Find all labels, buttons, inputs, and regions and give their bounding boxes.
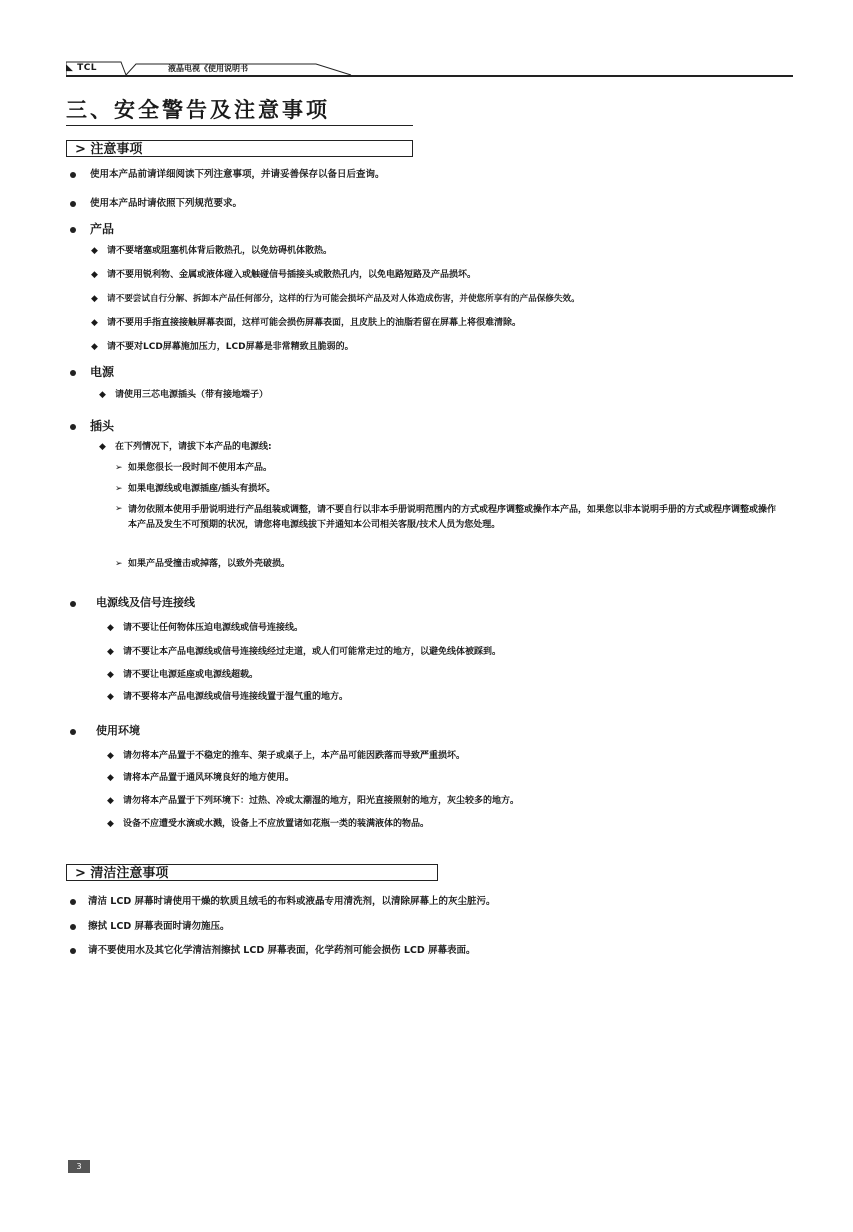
product-label: 产品 — [90, 222, 115, 236]
cable-label: 电源线及信号连接线 — [96, 596, 195, 609]
diamond-icon: ◆ — [107, 623, 114, 633]
diamond-icon: ◆ — [107, 670, 114, 680]
plug-lead: 在下列情况下，请拔下本产品的电源线: — [115, 442, 272, 452]
plug-item-2: 如果电源线或电源插座/插头有损坏。 — [128, 484, 276, 494]
env-item-1: 请勿将本产品置于不稳定的推车、架子或桌子上，本产品可能因跌落而导致严重损坏。 — [123, 751, 466, 761]
diamond-icon: ◆ — [99, 390, 106, 400]
section-heading-notes: > 注意事项 — [66, 140, 413, 157]
arrow-icon: ➢ — [115, 504, 123, 514]
product-item-2: 请不要用锐利物、金属或液体碰入或触碰信号插接头或散热孔内，以免电路短路及产品损坏。 — [107, 270, 477, 280]
diamond-icon: ◆ — [107, 751, 114, 761]
bullet-icon — [70, 601, 76, 607]
arrow-icon: ➢ — [115, 559, 123, 569]
intro-line-1: 使用本产品前请详细阅读下列注意事项，并请妥善保存以备日后查询。 — [90, 169, 385, 180]
page-title: 三、安全警告及注意事项 — [66, 98, 330, 122]
clean-item-2: 擦拭 LCD 屏幕表面时请勿施压。 — [88, 921, 230, 932]
header-subtitle: 液晶电视《使用说明书 — [168, 64, 248, 73]
bullet-icon — [70, 201, 76, 207]
diamond-icon: ◆ — [107, 647, 114, 657]
title-rule — [66, 125, 413, 126]
env-item-3: 请勿将本产品置于下列环境下：过热、冷或太潮湿的地方，阳光直接照射的地方，灰尘较多的地方。 — [123, 796, 520, 806]
power-label: 电源 — [90, 365, 115, 379]
header-rule — [66, 75, 793, 77]
intro-line-2: 使用本产品时请依照下列规范要求。 — [90, 198, 243, 209]
cable-item-1: 请不要让任何物体压迫电源线或信号连接线。 — [123, 623, 304, 633]
env-item-2: 请将本产品置于通风环境良好的地方使用。 — [123, 773, 295, 783]
bullet-icon — [70, 227, 76, 233]
product-item-4: 请不要用手指直接接触屏幕表面，这样可能会损伤屏幕表面，且皮肤上的油脂若留在屏幕上将很难清除。 — [107, 318, 522, 328]
product-item-1: 请不要堵塞或阻塞机体背后散热孔，以免妨碍机体散热。 — [107, 246, 333, 256]
diamond-icon: ◆ — [91, 342, 98, 352]
cable-item-4: 请不要将本产品电源线或信号连接线置于湿气重的地方。 — [123, 692, 349, 702]
power-item-1: 请使用三芯电源插头（带有接地端子） — [115, 390, 269, 400]
bullet-icon — [70, 948, 76, 954]
diamond-icon: ◆ — [107, 773, 114, 783]
logo-text: TCL — [77, 63, 98, 73]
env-label: 使用环境 — [96, 724, 140, 737]
diamond-icon: ◆ — [107, 819, 114, 829]
plug-label: 插头 — [90, 419, 115, 433]
diamond-icon: ◆ — [107, 692, 114, 702]
bullet-icon — [70, 370, 76, 376]
diamond-icon: ◆ — [91, 318, 98, 328]
diamond-icon: ◆ — [91, 270, 98, 280]
bullet-icon — [70, 729, 76, 735]
product-item-3: 请不要尝试自行分解、拆卸本产品任何部分，这样的行为可能会损坏产品及对人体造成伤害，并使您所享有的产品保修失效。 — [107, 294, 580, 304]
clean-item-3: 请不要使用水及其它化学清洁剂擦拭 LCD 屏幕表面，化学药剂可能会损伤 LCD 屏幕表面。 — [88, 945, 476, 956]
plug-item-1: 如果您很长一段时间不使用本产品。 — [128, 463, 273, 473]
diamond-icon: ◆ — [99, 442, 106, 452]
section-heading-cleaning: > 清洁注意事项 — [66, 864, 438, 881]
bullet-icon — [70, 172, 76, 178]
bullet-icon — [70, 424, 76, 430]
arrow-icon: ➢ — [115, 484, 123, 494]
diamond-icon: ◆ — [91, 246, 98, 256]
bullet-icon — [70, 924, 76, 930]
clean-item-1: 清洁 LCD 屏幕时请使用干燥的软质且绒毛的布料或液晶专用清洗剂，以清除屏幕上的灰尘脏污。 — [88, 896, 496, 907]
page-number: 3 — [68, 1160, 90, 1173]
bullet-icon — [70, 899, 76, 905]
logo-mark-icon: ◣ — [66, 63, 74, 73]
diamond-icon: ◆ — [107, 796, 114, 806]
diamond-icon: ◆ — [91, 294, 98, 304]
plug-item-3: 请勿依照本使用手册说明进行产品组装或调整，请不要自行以非本手册说明范围内的方式或程序调整或操作本产品，如果您以非本说明手册的方式或程序调整或操作本产品及发生不可预期的状况，请您将电源线拔下并通知本公司相关客服/技术人员为您处理。 — [128, 505, 777, 530]
brand-logo — [66, 63, 97, 73]
product-item-5: 请不要对LCD屏幕施加压力，LCD屏幕是非常精致且脆弱的。 — [107, 342, 354, 352]
arrow-icon: ➢ — [115, 463, 123, 473]
cable-item-2: 请不要让本产品电源线或信号连接线经过走道，或人们可能常走过的地方，以避免线体被踩到。 — [123, 647, 502, 657]
cable-item-3: 请不要让电源延座或电源线超载。 — [123, 670, 259, 680]
env-item-4: 设备不应遭受水滴或水溅，设备上不应放置诸如花瓶一类的装满液体的物品。 — [123, 819, 430, 829]
plug-item-4: 如果产品受撞击或掉落，以致外壳破损。 — [128, 559, 291, 569]
